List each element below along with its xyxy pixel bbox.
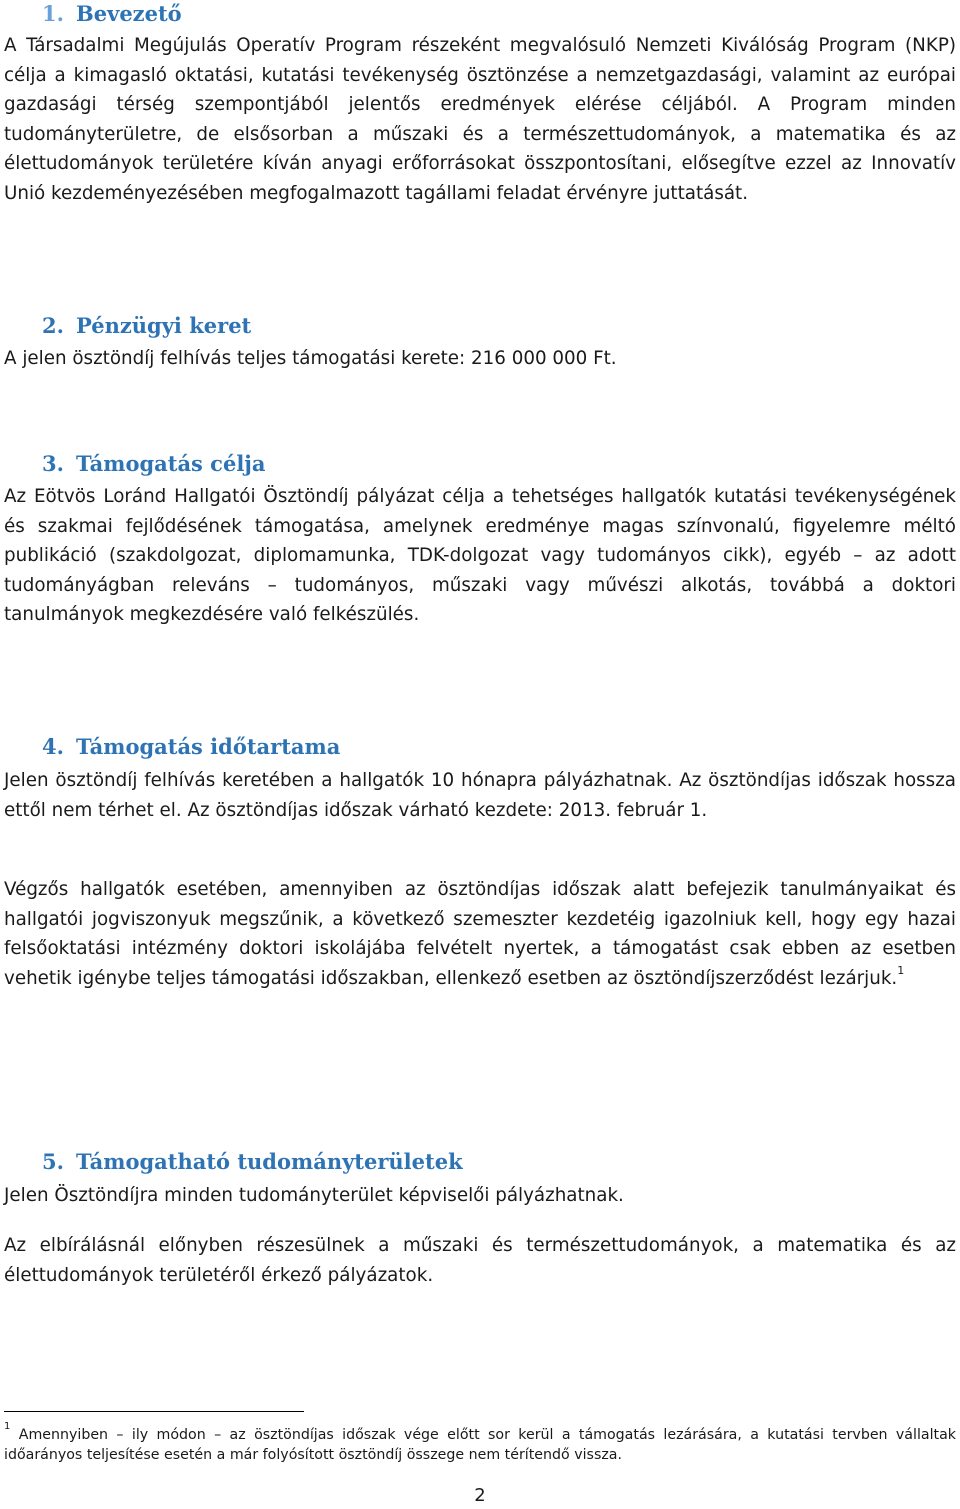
section-5-number: 5.: [42, 1149, 64, 1174]
section-1-heading: [0, 0, 182, 28]
section-4-paragraph-1: Jelen ösztöndíj felhívás keretében a hallgatók 10 hónapra pályázhatnak. Az ösztöndíjas időszak hossza ettől nem térhet el. Az ösztöndíjas időszak várható kezdete: 2013. február 1.: [4, 770, 956, 821]
section-1-title: Bevezető: [76, 1, 182, 26]
section-4-paragraph-2-text: Végzős hallgatók esetében, amennyiben az ösztöndíjas időszak alatt befejezik tanulmányaikat és hallgatói jogviszonyuk megszűnik, a következő szemeszter kezdetéig igazolniuk kell, hogy egy hazai felsőoktatási intézmény doktori iskolájába felvételt nyertek, a támogatást csak ebben az esetben vehetik igénybe teljes támogatási időszakban, ellenkező esetben az ösztöndíjszerződést lezárjuk.: [4, 879, 956, 989]
section-4-paragraph-2: [4, 875, 956, 993]
section-2-paragraph: A jelen ösztöndíj felhívás teljes támogatási kerete: 216 000 000 Ft.: [4, 348, 617, 369]
footnote-divider: [4, 1411, 304, 1412]
section-1-paragraph: A Társadalmi Megújulás Operatív Program részeként megvalósuló Nemzeti Kiválóság Program (NKP) célja a kimagasló oktatási, kutatási tevékenység ösztönzése a nemzetgazdasági, valamint az európai gazdasági térség szempontjából jelentős eredmények elérése céljából. A Program minden tudományterületre, de elsősorban a műszaki és a természettudományok, a matematika és az élettudományok területére kíván anyagi erőforrásokat összpontosítani, elősegítve ezzel az Innovatív Unió kezdeményezésében megfogalmazott tagállami feladat érvényre juttatását.: [4, 35, 956, 204]
section-5-paragraph-1: Jelen Ösztöndíjra minden tudományterület képviselői pályázhatnak.: [4, 1185, 624, 1206]
section-5-heading: [0, 1148, 463, 1176]
section-3-title: Támogatás célja: [76, 451, 266, 476]
section-2-heading: [0, 312, 251, 340]
section-4-number: 4.: [42, 734, 64, 759]
section-5-paragraph-2: Az elbírálásnál előnyben részesülnek a műszaki és természettudományok, a matematika és az élettudományok területéről érkező pályázatok.: [4, 1235, 956, 1286]
footnote-reference[interactable]: 1: [897, 964, 905, 978]
section-2-title: Pénzügyi keret: [76, 313, 252, 338]
section-3-number: 3.: [42, 451, 64, 476]
footnote-text: Amennyiben – ily módon – az ösztöndíjas időszak vége előtt sor kerül a támogatás lezárására, a kutatási tervben vállaltak időarányos teljesítése esetén a már folyósított ösztöndíj összege nem térítendő vissza.: [4, 1427, 956, 1463]
section-3-heading: [0, 450, 266, 478]
footnote-mark: 1: [4, 1421, 11, 1433]
section-4-title: Támogatás időtartama: [76, 734, 341, 759]
section-1-number: 1.: [42, 1, 64, 26]
section-4-heading: [0, 733, 340, 761]
section-2-number: 2.: [42, 313, 64, 338]
section-5-title: Támogatható tudományterületek: [76, 1149, 463, 1174]
section-3-paragraph: Az Eötvös Loránd Hallgatói Ösztöndíj pályázat célja a tehetséges hallgatók kutatási tevékenységének és szakmai fejlődésének támogatása, amelynek eredménye magas színvonalú, figyelemre méltó publikáció (szakdolgozat, diplomamunka, TDK-dolgozat vagy tudományos cikk), egyéb – az adott tudományágban releváns – tudományos, műszaki vagy művészi alkotás, továbbá a doktori tanulmányok megkezdésére való felkészülés.: [4, 486, 956, 625]
footnote: [4, 1421, 956, 1465]
page-number: 2: [474, 1485, 486, 1506]
